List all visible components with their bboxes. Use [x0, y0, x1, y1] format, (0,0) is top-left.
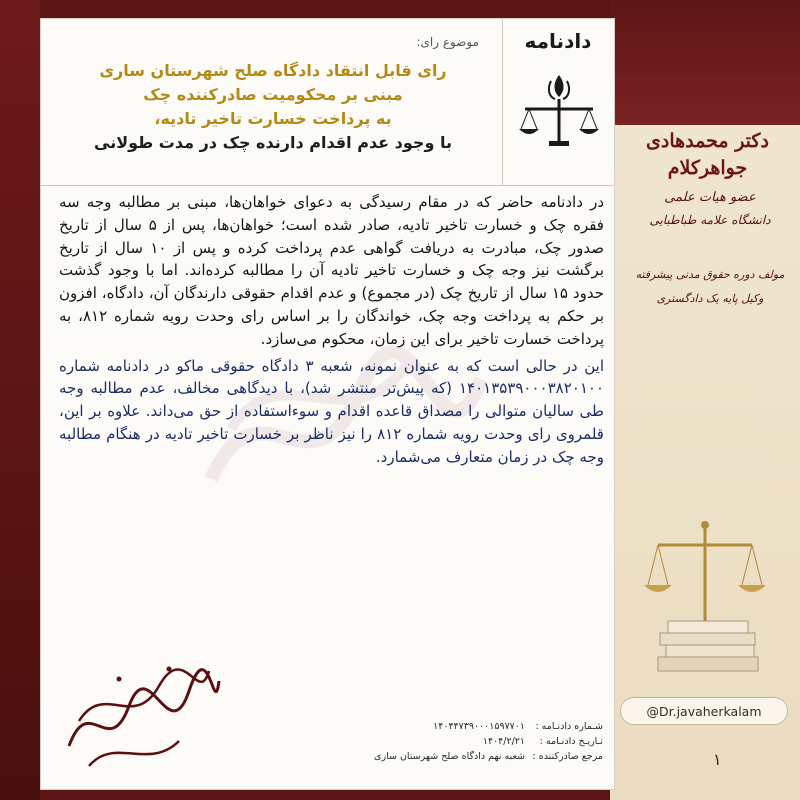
meta-issuer-value: شعبه نهم دادگاه صلح شهرستان ساری — [374, 751, 525, 762]
meta-date-value: ۱۴۰۴/۲/۲۱ — [482, 736, 525, 747]
meta-row-issuer — [323, 749, 603, 764]
meta-row-date — [323, 734, 603, 749]
brand-name: دکتر محمدهادی جواهرکلام — [646, 130, 769, 179]
scales-and-books-icon — [640, 515, 770, 675]
title-line-2: مبنی بر محکومیت صادرکننده چک — [143, 85, 403, 104]
meta-issuer-label: مرجع صادرکننده : — [532, 751, 603, 762]
body-paragraph-1: در دادنامه حاضر که در مقام رسیدگی به دعوای خواهان‌ها، مبنی بر مطالبه وجه سه فقره چک و خسارت تاخیر تادیه، صادر شده است؛ خواهان‌ها، پس از ۵ سال از تاریخ صدور چک، مبادرت به دریافت گواهی عدم پرداخت کرده و پس از ۱۰ سال از تاریخ برگشت نیز وجه چک و خسارت تاخیر تادیه آن را مطالبه کرده‌اند. اما با وجود گذشت حدود ۱۵ سال از تاریخ چک (در مجموع) و عدم اقدام حقوقی دارندگان آن، دادگاه، افزون بر حکم به پرداخت وجه چک، خواندگان را بر اساس رای وحدت رویه شماره ۸۱۲، به پرداخت خسارت تاخیر برای این زمان، محکوم می‌سازد. — [59, 193, 604, 348]
judiciary-emblem-icon — [517, 71, 601, 151]
verdict-body — [59, 191, 604, 469]
meta-row-number — [323, 719, 603, 734]
verdict-title — [49, 59, 497, 155]
brand-line-2: دانشگاه علامه طباطبایی — [649, 213, 771, 227]
body-paragraph-2: این در حالی است که به عنوان نمونه، شعبه ۳ دادگاه حقوقی ماکو در دادنامه شماره ۱۴۰۱۳۵۳۹۰۰۰۳۸۲۰۱۰۰ (که پیش‌تر منتشر شد)، با دیدگاهی مخالف، عدم مطالبه وجه طی سالیان متوالی را مصداق قاعده اقدام و سوءاستفاده از حق می‌داند. علاوه بر این، قلمروی رای وحدت رویه شماره ۸۱۲ را نیز ناظر بر خسارت تاخیر تادیه در هنگام مطالبه وجه چک در زمان متعارف می‌شمارد. — [59, 356, 604, 466]
social-handle[interactable]: @Dr.javaherkalam — [620, 697, 788, 725]
page-number: ۱ — [713, 750, 722, 769]
subject-label: موضوع رای: — [416, 35, 479, 49]
title-line-3: به پرداخت خسارت تاخیر تادیه، — [154, 109, 392, 128]
meta-date-label: تـاریـخ دادنـامه : — [539, 736, 603, 747]
emblem-box — [502, 19, 614, 186]
meta-number-label: شـماره دادنـامه : — [535, 721, 603, 732]
right-panel-top-band — [610, 0, 800, 125]
document-type-label: دادنامه — [524, 29, 592, 53]
meta-number-value: ۱۴۰۴۴۷۳۹۰۰۰۱۵۹۷۷۰۱ — [433, 721, 525, 732]
brand-line-1: عضو هیات علمی — [664, 190, 756, 205]
document-metadata — [323, 719, 603, 764]
verdict-document — [40, 18, 615, 790]
brand-line-3: مولف دوره حقوق مدنی پیشرفته — [635, 268, 785, 281]
title-line-4: با وجود عدم اقدام دارنده چک در مدت طولانی — [94, 133, 452, 152]
left-border-background — [0, 0, 40, 800]
handwritten-signature-icon — [59, 651, 224, 781]
document-header — [41, 19, 614, 186]
title-line-1: رای قابل انتقاد دادگاه صلح شهرستان ساری — [99, 61, 447, 80]
brand-line-4: وکیل پایه یک دادگستری — [656, 292, 764, 305]
